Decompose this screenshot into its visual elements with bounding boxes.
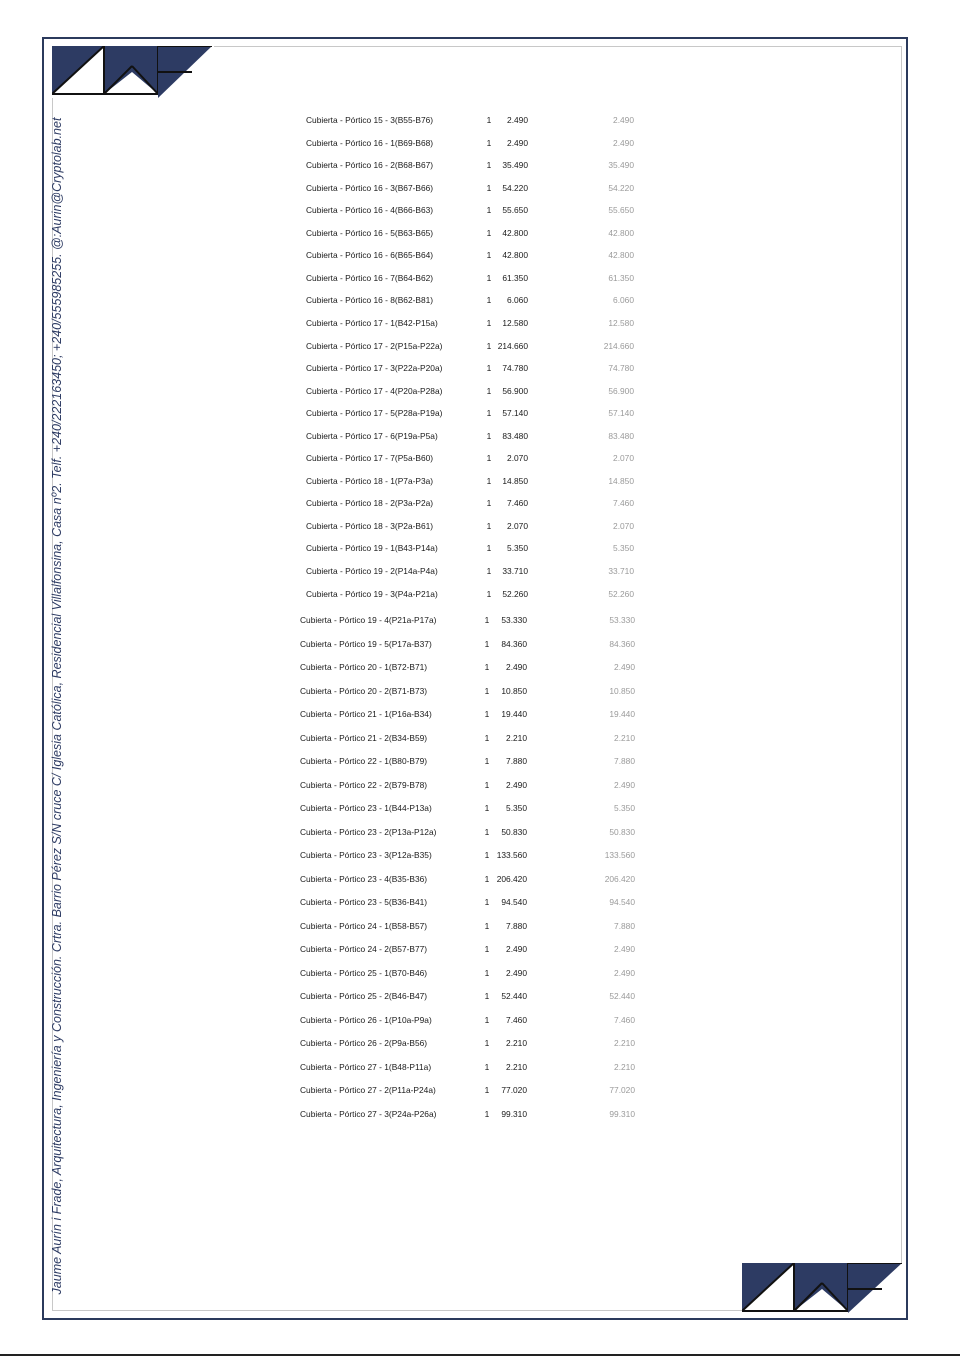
list-item bbox=[0, 850, 960, 864]
item-quantity: 1 bbox=[486, 295, 492, 306]
item-description: Cubierta - Pórtico 19 - 3(P4a-P21a) bbox=[306, 588, 438, 599]
item-total: 133.560 bbox=[604, 850, 635, 860]
item-description: Cubierta - Pórtico 18 - 2(P3a-P2a) bbox=[306, 498, 434, 509]
item-quantity: 1 bbox=[484, 873, 490, 884]
item-total: 7.880 bbox=[614, 756, 635, 766]
item-length: 7.880 bbox=[506, 756, 527, 766]
list-item bbox=[0, 827, 960, 841]
item-quantity: 1 bbox=[484, 850, 490, 860]
item-description: Cubierta - Pórtico 23 - 3(P12a-B35) bbox=[300, 850, 432, 860]
list-item bbox=[0, 408, 960, 422]
item-description: Cubierta - Pórtico 17 - 3(P22a-P20a) bbox=[306, 363, 443, 374]
item-description: Cubierta - Pórtico 16 - 4(B66-B63) bbox=[306, 205, 434, 216]
list-item bbox=[0, 138, 960, 152]
list-item bbox=[0, 639, 960, 653]
list-item bbox=[0, 341, 960, 355]
list-item bbox=[0, 115, 960, 129]
item-total: 5.350 bbox=[613, 543, 634, 554]
item-quantity: 1 bbox=[484, 803, 490, 813]
item-total: 56.900 bbox=[608, 385, 634, 396]
item-length: 2.490 bbox=[507, 137, 528, 148]
item-length: 206.420 bbox=[496, 873, 527, 884]
item-total: 54.220 bbox=[608, 182, 634, 193]
list-item bbox=[0, 991, 960, 1005]
item-length: 6.060 bbox=[507, 295, 528, 306]
list-item bbox=[0, 566, 960, 580]
item-length: 7.460 bbox=[506, 1014, 527, 1025]
item-quantity: 1 bbox=[484, 1014, 490, 1025]
item-total: 6.060 bbox=[613, 295, 634, 306]
item-length: 42.800 bbox=[502, 227, 528, 238]
item-quantity: 1 bbox=[484, 709, 490, 719]
item-length: 133.560 bbox=[496, 850, 527, 860]
list-item bbox=[0, 921, 960, 935]
list-item bbox=[0, 386, 960, 400]
item-total: 35.490 bbox=[608, 160, 634, 171]
company-logo-top-left bbox=[52, 46, 214, 98]
item-quantity: 1 bbox=[484, 991, 490, 1001]
item-length: 52.440 bbox=[501, 991, 527, 1001]
item-quantity: 1 bbox=[486, 137, 492, 148]
item-length: 35.490 bbox=[502, 160, 528, 171]
item-quantity: 1 bbox=[486, 272, 492, 283]
item-length: 5.350 bbox=[507, 543, 528, 554]
item-length: 2.490 bbox=[506, 944, 527, 954]
item-total: 42.800 bbox=[608, 227, 634, 238]
list-item bbox=[0, 273, 960, 287]
item-length: 56.900 bbox=[502, 385, 528, 396]
list-item bbox=[0, 205, 960, 219]
item-length: 94.540 bbox=[501, 897, 527, 907]
list-item bbox=[0, 228, 960, 242]
item-quantity: 1 bbox=[484, 638, 490, 649]
item-total: 12.580 bbox=[608, 317, 634, 328]
item-description: Cubierta - Pórtico 23 - 5(B36-B41) bbox=[300, 897, 428, 907]
item-total: 7.460 bbox=[613, 498, 634, 509]
item-total: 57.140 bbox=[608, 408, 634, 419]
item-length: 42.800 bbox=[502, 250, 528, 261]
list-item bbox=[0, 1015, 960, 1029]
item-total: 99.310 bbox=[609, 1108, 635, 1119]
list-item bbox=[0, 521, 960, 535]
item-total: 2.490 bbox=[614, 967, 635, 978]
item-total: 7.880 bbox=[614, 920, 635, 931]
item-length: 2.210 bbox=[506, 1061, 527, 1072]
item-description: Cubierta - Pórtico 26 - 1(P10a-P9a) bbox=[300, 1014, 432, 1025]
item-description: Cubierta - Pórtico 19 - 2(P14a-P4a) bbox=[306, 566, 438, 576]
item-total: 50.830 bbox=[609, 826, 635, 837]
item-total: 53.330 bbox=[609, 615, 635, 625]
item-length: 2.070 bbox=[507, 453, 528, 464]
item-quantity: 1 bbox=[484, 1108, 490, 1119]
list-item bbox=[0, 662, 960, 676]
item-length: 7.880 bbox=[506, 920, 527, 931]
list-item bbox=[0, 318, 960, 332]
item-description: Cubierta - Pórtico 24 - 1(B58-B57) bbox=[300, 920, 428, 931]
item-description: Cubierta - Pórtico 17 - 6(P19a-P5a) bbox=[306, 430, 438, 441]
item-description: Cubierta - Pórtico 23 - 1(B44-P13a) bbox=[300, 803, 432, 813]
item-total: 214.660 bbox=[603, 340, 634, 351]
list-item bbox=[0, 756, 960, 770]
item-description: Cubierta - Pórtico 16 - 7(B64-B62) bbox=[306, 272, 434, 283]
item-description: Cubierta - Pórtico 25 - 2(B46-B47) bbox=[300, 991, 428, 1001]
item-quantity: 1 bbox=[486, 566, 492, 576]
item-quantity: 1 bbox=[486, 453, 492, 464]
item-total: 2.210 bbox=[614, 1061, 635, 1072]
company-contact-vertical-text: Jaume Aurín i Frade, Arquitectura, Ingeniería y Construcción. Crtra. Barrio Pérez S/N cruce C/ Iglesia Católica, Residencial Villalfonsina, Casa nº2. Telf. +240/222163450; +240/555985255. @:Aurin@Cryptolab.net bbox=[50, 117, 64, 1295]
list-item bbox=[0, 476, 960, 490]
list-item bbox=[0, 295, 960, 309]
item-length: 52.260 bbox=[502, 588, 528, 599]
list-item bbox=[0, 709, 960, 723]
item-quantity: 1 bbox=[484, 662, 490, 672]
item-description: Cubierta - Pórtico 22 - 2(B79-B78) bbox=[300, 779, 428, 790]
list-item bbox=[0, 498, 960, 512]
item-length: 55.650 bbox=[502, 205, 528, 216]
item-description: Cubierta - Pórtico 19 - 1(B43-P14a) bbox=[306, 543, 438, 554]
item-total: 10.850 bbox=[609, 685, 635, 696]
item-length: 2.070 bbox=[507, 520, 528, 531]
item-length: 53.330 bbox=[501, 615, 527, 625]
item-total: 2.210 bbox=[614, 732, 635, 743]
item-description: Cubierta - Pórtico 19 - 4(P21a-P17a) bbox=[300, 615, 437, 625]
list-item bbox=[0, 453, 960, 467]
item-description: Cubierta - Pórtico 18 - 1(P7a-P3a) bbox=[306, 475, 434, 486]
item-length: 19.440 bbox=[501, 709, 527, 719]
item-description: Cubierta - Pórtico 15 - 3(B55-B76) bbox=[306, 115, 434, 125]
list-item bbox=[0, 589, 960, 603]
item-quantity: 1 bbox=[484, 1038, 490, 1048]
item-description: Cubierta - Pórtico 16 - 8(B62-B81) bbox=[306, 295, 434, 306]
item-length: 84.360 bbox=[501, 638, 527, 649]
item-quantity: 1 bbox=[486, 543, 492, 554]
item-quantity: 1 bbox=[486, 430, 492, 441]
list-item bbox=[0, 803, 960, 817]
item-quantity: 1 bbox=[484, 756, 490, 766]
item-total: 42.800 bbox=[608, 250, 634, 261]
item-total: 5.350 bbox=[614, 803, 635, 813]
item-total: 206.420 bbox=[604, 873, 635, 884]
item-quantity: 1 bbox=[486, 340, 492, 351]
item-length: 5.350 bbox=[506, 803, 527, 813]
item-quantity: 1 bbox=[486, 250, 492, 261]
item-quantity: 1 bbox=[484, 897, 490, 907]
item-description: Cubierta - Pórtico 17 - 5(P28a-P19a) bbox=[306, 408, 443, 419]
item-quantity: 1 bbox=[486, 385, 492, 396]
item-length: 83.480 bbox=[502, 430, 528, 441]
list-item bbox=[0, 968, 960, 982]
item-length: 33.710 bbox=[502, 566, 528, 576]
item-length: 74.780 bbox=[502, 363, 528, 374]
item-description: Cubierta - Pórtico 23 - 4(B35-B36) bbox=[300, 873, 428, 884]
list-item bbox=[0, 780, 960, 794]
item-length: 12.580 bbox=[502, 317, 528, 328]
item-quantity: 1 bbox=[484, 1061, 490, 1072]
item-quantity: 1 bbox=[486, 475, 492, 486]
list-item bbox=[0, 160, 960, 174]
item-total: 2.490 bbox=[613, 137, 634, 148]
item-quantity: 1 bbox=[486, 115, 492, 125]
item-total: 14.850 bbox=[608, 475, 634, 486]
item-quantity: 1 bbox=[484, 967, 490, 978]
item-total: 2.210 bbox=[614, 1038, 635, 1048]
item-quantity: 1 bbox=[486, 182, 492, 193]
item-length: 99.310 bbox=[501, 1108, 527, 1119]
item-total: 74.780 bbox=[608, 363, 634, 374]
item-description: Cubierta - Pórtico 16 - 2(B68-B67) bbox=[306, 160, 434, 171]
item-description: Cubierta - Pórtico 24 - 2(B57-B77) bbox=[300, 944, 428, 954]
list-item bbox=[0, 543, 960, 557]
item-description: Cubierta - Pórtico 16 - 1(B69-B68) bbox=[306, 137, 434, 148]
item-total: 83.480 bbox=[608, 430, 634, 441]
item-total: 19.440 bbox=[609, 709, 635, 719]
item-total: 2.070 bbox=[613, 520, 634, 531]
item-description: Cubierta - Pórtico 19 - 5(P17a-B37) bbox=[300, 638, 432, 649]
item-total: 61.350 bbox=[608, 272, 634, 283]
item-total: 84.360 bbox=[609, 638, 635, 649]
item-total: 2.490 bbox=[614, 779, 635, 790]
list-item bbox=[0, 431, 960, 445]
item-description: Cubierta - Pórtico 17 - 1(B42-P15a) bbox=[306, 317, 438, 328]
item-quantity: 1 bbox=[484, 615, 490, 625]
item-length: 57.140 bbox=[502, 408, 528, 419]
item-description: Cubierta - Pórtico 17 - 7(P5a-B60) bbox=[306, 453, 434, 464]
list-item bbox=[0, 183, 960, 197]
item-quantity: 1 bbox=[486, 227, 492, 238]
item-total: 52.260 bbox=[608, 588, 634, 599]
list-item bbox=[0, 615, 960, 629]
item-quantity: 1 bbox=[486, 588, 492, 599]
item-length: 2.490 bbox=[506, 662, 527, 672]
item-description: Cubierta - Pórtico 22 - 1(B80-B79) bbox=[300, 756, 428, 766]
item-quantity: 1 bbox=[484, 1085, 490, 1095]
item-description: Cubierta - Pórtico 17 - 4(P20a-P28a) bbox=[306, 385, 443, 396]
list-item bbox=[0, 944, 960, 958]
item-length: 77.020 bbox=[501, 1085, 527, 1095]
item-quantity: 1 bbox=[486, 363, 492, 374]
item-total: 52.440 bbox=[609, 991, 635, 1001]
item-description: Cubierta - Pórtico 27 - 1(B48-P11a) bbox=[300, 1061, 432, 1072]
list-item bbox=[0, 897, 960, 911]
item-quantity: 1 bbox=[486, 408, 492, 419]
item-quantity: 1 bbox=[484, 732, 490, 743]
item-description: Cubierta - Pórtico 16 - 3(B67-B66) bbox=[306, 182, 434, 193]
item-total: 55.650 bbox=[608, 205, 634, 216]
item-quantity: 1 bbox=[486, 317, 492, 328]
list-item bbox=[0, 733, 960, 747]
item-quantity: 1 bbox=[486, 498, 492, 509]
item-total: 2.490 bbox=[613, 115, 634, 125]
item-quantity: 1 bbox=[484, 826, 490, 837]
item-total: 33.710 bbox=[608, 566, 634, 576]
item-quantity: 1 bbox=[484, 944, 490, 954]
item-quantity: 1 bbox=[486, 205, 492, 216]
item-description: Cubierta - Pórtico 18 - 3(P2a-B61) bbox=[306, 520, 434, 531]
item-length: 14.850 bbox=[502, 475, 528, 486]
list-item bbox=[0, 363, 960, 377]
item-description: Cubierta - Pórtico 16 - 5(B63-B65) bbox=[306, 227, 434, 238]
item-length: 7.460 bbox=[507, 498, 528, 509]
item-description: Cubierta - Pórtico 20 - 1(B72-B71) bbox=[300, 662, 428, 672]
company-logo-bottom-right bbox=[742, 1263, 904, 1313]
item-length: 2.210 bbox=[506, 732, 527, 743]
item-total: 2.070 bbox=[613, 453, 634, 464]
item-total: 7.460 bbox=[614, 1014, 635, 1025]
item-quantity: 1 bbox=[484, 779, 490, 790]
item-total: 94.540 bbox=[609, 897, 635, 907]
item-total: 2.490 bbox=[614, 944, 635, 954]
list-item bbox=[0, 1038, 960, 1052]
item-total: 2.490 bbox=[614, 662, 635, 672]
item-quantity: 1 bbox=[486, 520, 492, 531]
list-item bbox=[0, 1109, 960, 1123]
item-length: 61.350 bbox=[502, 272, 528, 283]
list-item bbox=[0, 1085, 960, 1099]
item-description: Cubierta - Pórtico 21 - 2(B34-B59) bbox=[300, 732, 428, 743]
item-quantity: 1 bbox=[484, 920, 490, 931]
item-quantity: 1 bbox=[486, 160, 492, 171]
item-length: 2.490 bbox=[507, 115, 528, 125]
item-description: Cubierta - Pórtico 16 - 6(B65-B64) bbox=[306, 250, 434, 261]
item-description: Cubierta - Pórtico 17 - 2(P15a-P22a) bbox=[306, 340, 443, 351]
item-description: Cubierta - Pórtico 23 - 2(P13a-P12a) bbox=[300, 826, 437, 837]
list-item bbox=[0, 1062, 960, 1076]
item-length: 2.490 bbox=[506, 967, 527, 978]
item-length: 214.660 bbox=[497, 340, 528, 351]
item-length: 2.490 bbox=[506, 779, 527, 790]
list-item bbox=[0, 686, 960, 700]
item-length: 54.220 bbox=[502, 182, 528, 193]
item-total: 77.020 bbox=[609, 1085, 635, 1095]
item-description: Cubierta - Pórtico 25 - 1(B70-B46) bbox=[300, 967, 428, 978]
item-description: Cubierta - Pórtico 27 - 3(P24a-P26a) bbox=[300, 1108, 437, 1119]
item-length: 2.210 bbox=[506, 1038, 527, 1048]
item-description: Cubierta - Pórtico 20 - 2(B71-B73) bbox=[300, 685, 428, 696]
item-description: Cubierta - Pórtico 27 - 2(P11a-P24a) bbox=[300, 1085, 436, 1095]
item-length: 50.830 bbox=[501, 826, 527, 837]
item-description: Cubierta - Pórtico 26 - 2(P9a-B56) bbox=[300, 1038, 428, 1048]
list-item bbox=[0, 250, 960, 264]
item-length: 10.850 bbox=[501, 685, 527, 696]
item-description: Cubierta - Pórtico 21 - 1(P16a-B34) bbox=[300, 709, 432, 719]
list-item bbox=[0, 874, 960, 888]
item-quantity: 1 bbox=[484, 685, 490, 696]
